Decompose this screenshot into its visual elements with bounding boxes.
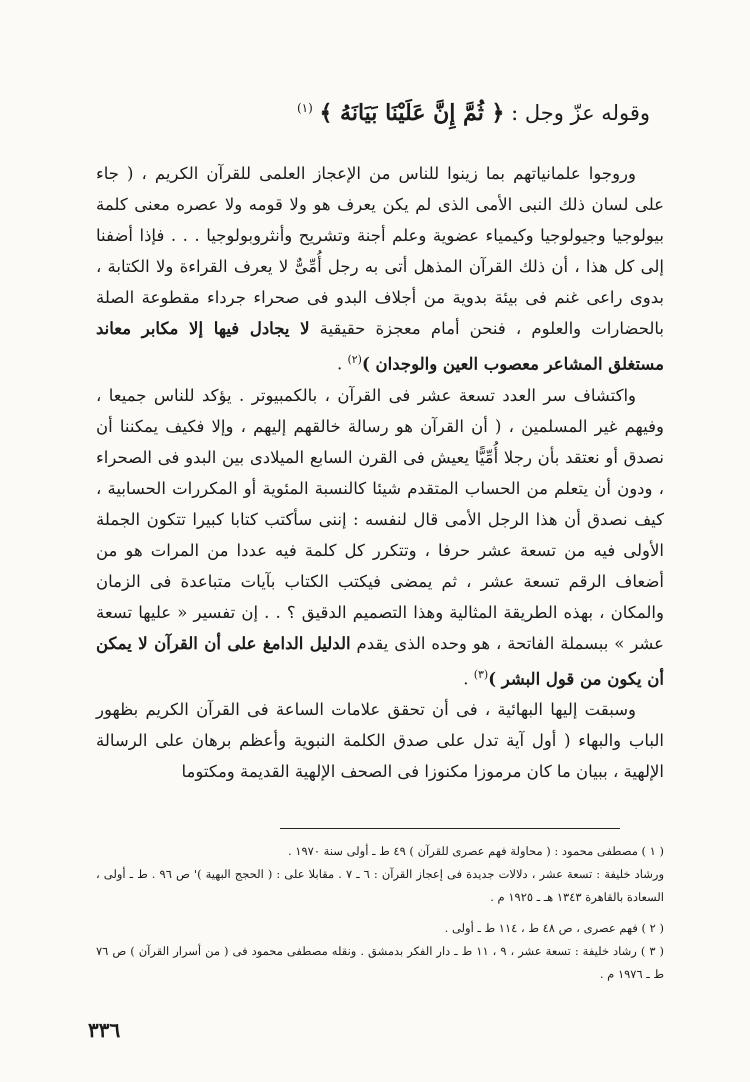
paragraph-2-end: . [463, 669, 474, 688]
footnote-ref-2: (٢) [347, 353, 362, 366]
footnote-1-line-1: ( ١ ) مصطفى محمود : ( محاولة فهم عصرى للقرآن ) ٤٩ ط ـ أولى سنة ١٩٧٠ . [287, 844, 664, 858]
heading-intro: وقوله عزّ وجل : [511, 101, 650, 125]
section-heading [100, 88, 650, 133]
footnote-divider [280, 828, 620, 829]
paragraph-2-text: واكتشاف سر العدد تسعة عشر فى القرآن ، بالكمبيوتر . يؤكد للناس جميعا ، وفيهم غير المسلمين ، ( أن القرآن هو رسالة خالقهم إليهم ، وإلا فكيف يمكننا أن نصدق أو نعتقد بأن رجلا أُمِّيًّا يعيش فى القرن السابع الميلادى بين البدو فى الصحراء ، ودون أن يتعلم من الحساب المتقدم شيئا كالنسبة المئوية أو المكررات الحسابية ، كيف نصدق أن هذا الرجل الأمى قال لنفسه : إننى سأكتب كتابا كبيرا تتكون الجملة الأولى فيه من تسعة عشر حرفا ، وتتكرر كل كلمة فيه عددا من المرات هو من أضعاف الرقم تسعة عشر ، ثم يمضى فيكتب الكتاب بآيات متباعدة فى الزمان والمكان ، بهذه الطريقة المثالية وهذا التصميم الدقيق ؟ . . إن تفسير « عليها تسعة عشر » ببسملة الفاتحة ، هو وحده الذى يقدم [96, 385, 664, 653]
footnote-1-line-2: ورشاد خليفة : تسعة عشر ، دلالات جديدة فى إعجاز القرآن : ٦ ـ ٧ . مقابلا على : ( الحجج البهية )' ص ٩٦ . ط ـ أولى ، السعادة بالقاهرة ١٣٤٣ هـ ـ ١٩٢٥ م . [96, 867, 664, 904]
paragraph-1-emphasis: لا يجادل فيها إلا مكابر معاند مستغلق المشاعر معصوب العين والوجدان ) [96, 319, 664, 374]
footnote-2: ( ٢ ) فهم عصرى ، ص ٤٨ ط ، ١١٤ ط ـ أولى . [444, 921, 664, 935]
paragraph-1 [96, 158, 664, 380]
quran-verse: ﴿ ثُمَّ إِنَّ عَلَيْنَا بَيَانَهُ ﴾ [319, 100, 505, 126]
paragraph-2 [96, 380, 664, 695]
paragraph-2-emphasis: الدليل الدامغ على أن القرآن لا يمكن أن يكون من قول البشر ) [96, 633, 664, 688]
main-text [96, 158, 664, 787]
footnote-ref-1: (١) [296, 101, 313, 115]
page-number: ٣٣٦ [88, 1018, 121, 1042]
footnotes [96, 840, 664, 986]
footnote-3: ( ٣ ) رشاد خليفة : تسعة عشر ، ٩ ، ١١ ط ـ دار الفكر بدمشق . ونقله مصطفى محمود فى ( من أسرار القرآن ) ص ٧٦ ط ـ ١٩٧٦ م . [96, 944, 664, 981]
paragraph-1-text: وروجوا علمانياتهم بما زينوا للناس من الإعجاز العلمى للقرآن الكريم ، ( جاء على لسان ذلك النبى الأمى الذى لم يكن يعرف هو ولا قومه ولا عصره معنى كلمة بيولوجيا وجيولوجيا وكيمياء عضوية وعلم أجنة وتشريح وأنثروبولوجيا . . . فإذا أضفنا إلى كل هذا ، أن ذلك القرآن المذهل أتى به رجل أُمِّىٌّ لا يعرف القراءة ولا الكتابة ، بدوى راعى غنم فى بيئة بدوية من أجلاف البدو فى صحراء جرداء مقطوعة الصلة بالحضارات والعلوم ، فنحن أمام معجزة حقيقية [96, 164, 664, 338]
paragraph-3: وسبقت إليها البهائية ، فى أن تحقق علامات الساعة فى القرآن الكريم بظهور الباب والبهاء ( أول آية تدل على صدق الكلمة النبوية وأعظم برهان على الرسالة الإلهية ، ببيان ما كان مرموزا مكنوزا فى الصحف الإلهية القديمة ومكتوما [96, 700, 664, 781]
footnote-ref-3: (٣) [473, 667, 489, 681]
paragraph-1-end: . [336, 354, 348, 374]
